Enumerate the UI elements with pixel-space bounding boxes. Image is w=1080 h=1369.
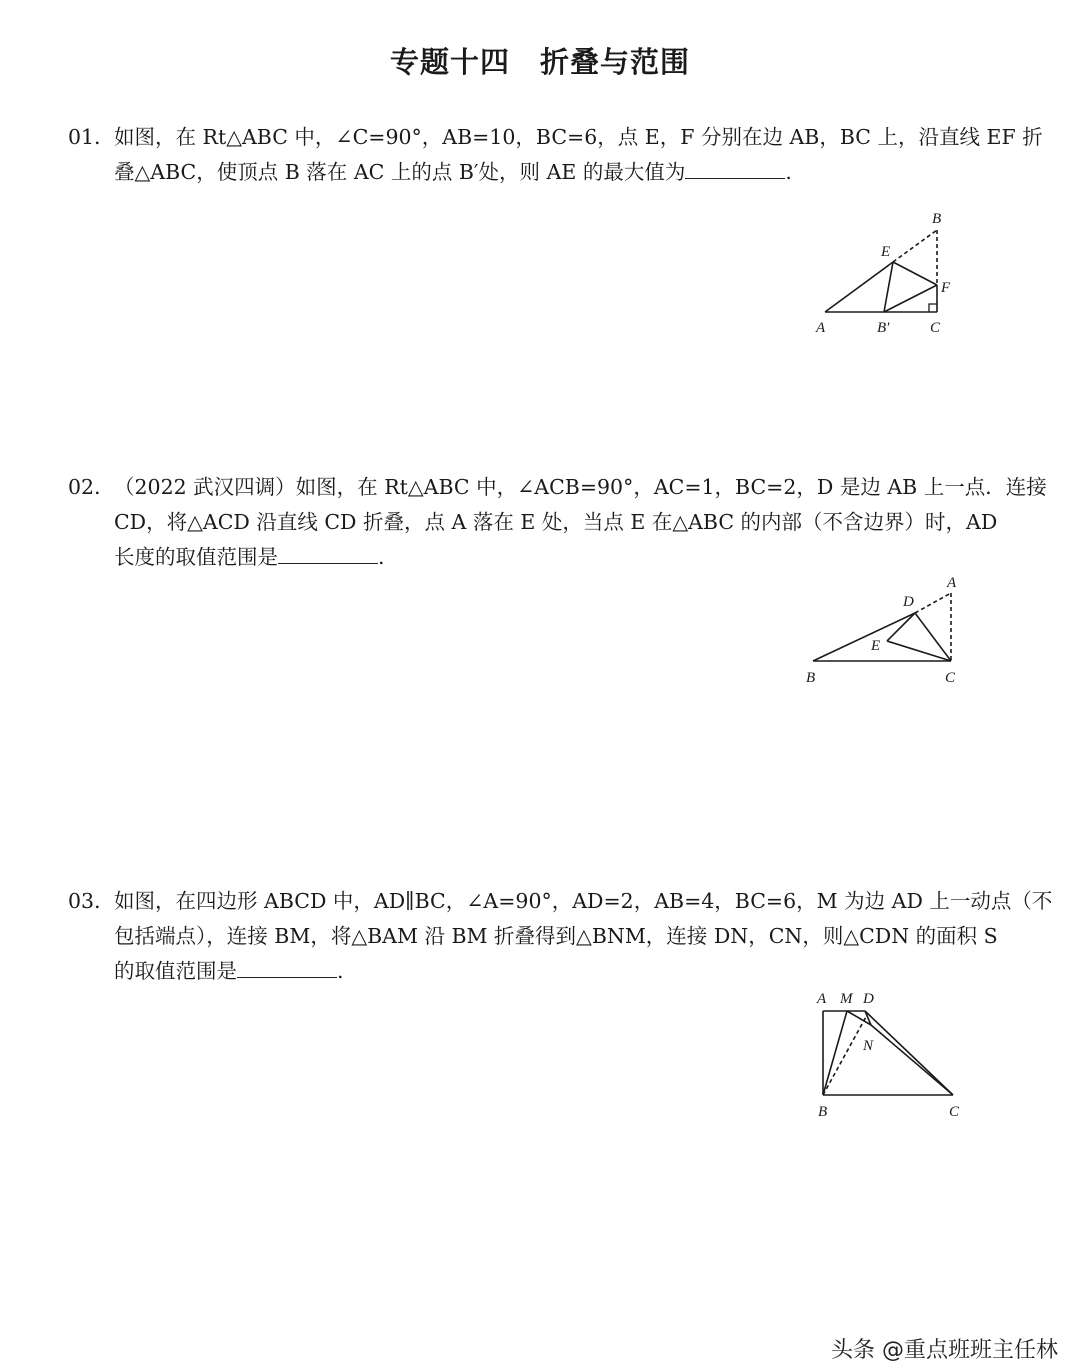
label-F: F	[941, 280, 951, 296]
problem-text-line: 如图，在四边形 ABCD 中，AD∥BC，∠A=90°，AD=2，AB=4，BC=6，M 为边 AD 上一动点（不	[114, 889, 1053, 913]
label-A: A	[947, 575, 957, 591]
answer-blank[interactable]	[685, 156, 785, 179]
segment-EB-dashed	[893, 230, 937, 262]
label-B-prime: B′	[877, 320, 890, 336]
problem-text-line: CD，将△ACD 沿直线 CD 折叠，点 A 落在 E 处，当点 E 在△ABC 的内部（不含边界）时，AD	[114, 510, 998, 534]
segment-EB-prime	[884, 262, 893, 312]
problem-text-line: 如图，在 Rt△ABC 中，∠C=90°，AB=10，BC=6，点 E，F 分别在边 AB，BC 上，沿直线 EF 折	[114, 125, 1043, 149]
label-C: C	[945, 670, 956, 686]
segment-DC-1	[865, 1011, 953, 1095]
segment-BM	[823, 1011, 847, 1095]
watermark: 头条 @重点班班主任林	[831, 1338, 1058, 1363]
segment-AE	[825, 262, 893, 312]
segment-EC	[887, 641, 951, 661]
problem-03: 03．如图，在四边形 ABCD 中，AD∥BC，∠A=90°，AD=2，AB=4，BC=6，M 为边 AD 上一动点（不 包括端点），连接 BM，将△BAM 沿 BM 折叠得到△BNM，连接 DN，CN，则△CDN 的面积 S 的取值范围是 .	[68, 884, 1028, 989]
segment-BN-dashed	[823, 1015, 867, 1095]
problem-text-line: 的取值范围是	[114, 959, 237, 983]
segment-DA-dashed	[915, 593, 951, 613]
label-A: A	[817, 991, 827, 1007]
problem-02: 02．（2022 武汉四调）如图，在 Rt△ABC 中，∠ACB=90°，AC=1，BC=2，D 是边 AB 上一点．连接 CD，将△ACD 沿直线 CD 折叠，点 A 落在 E 处，当点 E 在△ABC 的内部（不含边界）时，AD 长度的取值范围是 .	[68, 470, 1028, 575]
label-E: E	[881, 244, 891, 260]
figure-02	[795, 565, 975, 695]
problem-text-line: 包括端点），连接 BM，将△BAM 沿 BM 折叠得到△BNM，连接 DN，CN，则△CDN 的面积 S	[114, 924, 998, 948]
segment-DC	[915, 613, 951, 661]
label-D: D	[863, 991, 874, 1007]
problem-number: 01．	[68, 125, 115, 149]
figure-01	[800, 205, 980, 345]
problem-text-line: （2022 武汉四调）如图，在 Rt△ABC 中，∠ACB=90°，AC=1，BC=2，D 是边 AB 上一点．连接	[114, 475, 1047, 499]
page-title: 专题十四 折叠与范围	[389, 45, 690, 79]
label-B: B	[806, 670, 816, 686]
problem-number: 03．	[68, 889, 115, 913]
segment-EF	[893, 262, 937, 285]
answer-blank[interactable]	[278, 541, 378, 564]
figure-03	[805, 985, 980, 1130]
problem-text-line: 长度的取值范围是	[114, 545, 278, 569]
label-E: E	[871, 638, 881, 654]
label-D: D	[903, 594, 914, 610]
label-C: C	[949, 1104, 960, 1120]
label-M: M	[840, 991, 853, 1007]
segment-NC	[871, 1025, 953, 1095]
problem-01: 01．如图，在 Rt△ABC 中，∠C=90°，AB=10，BC=6，点 E，F 分别在边 AB，BC 上，沿直线 EF 折 叠△ABC，使顶点 B 落在 AC 上的点 B′处，则 AE 的最大值为 .	[68, 120, 1028, 190]
problem-number: 02．	[68, 475, 115, 499]
label-B: B	[818, 1104, 828, 1120]
problem-text-line: 叠△ABC，使顶点 B 落在 AC 上的点 B′处，则 AE 的最大值为	[114, 160, 686, 184]
label-C: C	[930, 320, 941, 336]
segment-BD	[813, 613, 915, 661]
right-angle-mark	[929, 304, 937, 312]
answer-blank[interactable]	[237, 955, 337, 978]
label-B: B	[932, 211, 942, 227]
segment-DE	[887, 613, 915, 641]
label-N: N	[863, 1038, 874, 1054]
label-A: A	[816, 320, 826, 336]
